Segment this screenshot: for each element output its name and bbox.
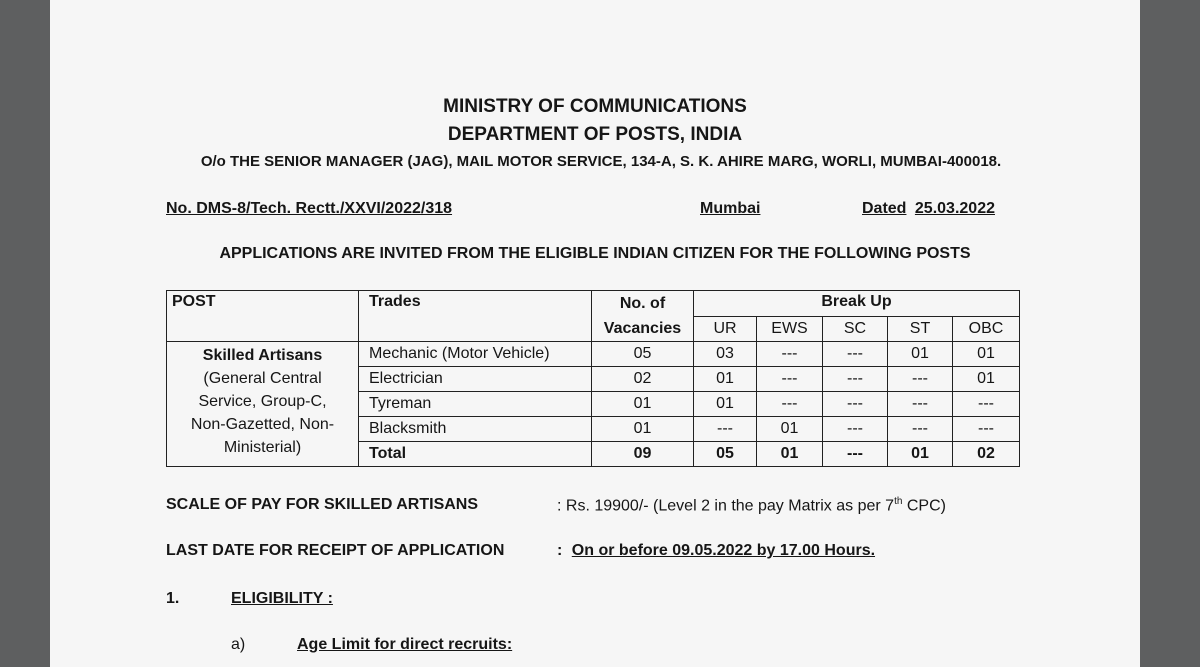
ur-cell: 01 bbox=[694, 367, 757, 392]
header-obc: OBC bbox=[953, 316, 1020, 342]
reference-date-line bbox=[862, 200, 995, 218]
ews-cell: --- bbox=[757, 392, 823, 417]
vacancy-table bbox=[166, 290, 1020, 467]
trade-cell: Electrician bbox=[359, 367, 592, 392]
header-sc: SC bbox=[823, 316, 888, 342]
total-vacancies: 09 bbox=[592, 442, 694, 467]
office-address: O/o THE SENIOR MANAGER (JAG), MAIL MOTOR SERVICE, 134-A, S. K. AHIRE MARG, WORLI, MUMBAI-400018. bbox=[200, 153, 1002, 170]
st-cell: --- bbox=[888, 417, 953, 442]
total-sc: --- bbox=[823, 442, 888, 467]
header-vacancies-line1: No. of bbox=[619, 295, 666, 312]
sc-cell: --- bbox=[823, 342, 888, 367]
trade-cell: Blacksmith bbox=[359, 417, 592, 442]
sc-cell: --- bbox=[823, 392, 888, 417]
pay-scale-label: SCALE OF PAY FOR SKILLED ARTISANS bbox=[166, 496, 479, 513]
table-row bbox=[167, 342, 1020, 367]
pay-value-suffix: CPC) bbox=[902, 497, 946, 515]
header-st: ST bbox=[888, 316, 953, 342]
last-date-value: On or before 09.05.2022 by 17.00 Hours. bbox=[571, 542, 876, 559]
post-line-2: (General Central bbox=[203, 370, 322, 387]
total-st: 01 bbox=[888, 442, 953, 467]
vacancies-cell: 02 bbox=[592, 367, 694, 392]
section-1-number: 1. bbox=[166, 590, 180, 607]
post-line-3: Service, Group-C, bbox=[198, 393, 327, 410]
header-vacancies-line2: Vacancies bbox=[603, 320, 682, 337]
ministry-title: MINISTRY OF COMMUNICATIONS bbox=[443, 96, 747, 117]
sc-cell: --- bbox=[823, 417, 888, 442]
header-ews: EWS bbox=[757, 316, 823, 342]
total-ews: 01 bbox=[757, 442, 823, 467]
subsection-a-title: Age Limit for direct recruits: bbox=[297, 636, 513, 653]
table-header-row bbox=[167, 291, 1020, 317]
st-cell: --- bbox=[888, 367, 953, 392]
obc-cell: --- bbox=[953, 392, 1020, 417]
pay-value-sup: th bbox=[894, 496, 903, 507]
total-obc: 02 bbox=[953, 442, 1020, 467]
ews-cell: 01 bbox=[757, 417, 823, 442]
st-cell: --- bbox=[888, 392, 953, 417]
post-line-1: Skilled Artisans bbox=[202, 347, 323, 364]
subsection-a-label: a) bbox=[231, 636, 246, 653]
total-label: Total bbox=[359, 442, 592, 467]
trade-cell: Mechanic (Motor Vehicle) bbox=[359, 342, 592, 367]
trade-cell: Tyreman bbox=[359, 392, 592, 417]
post-line-5: Ministerial) bbox=[223, 439, 302, 456]
last-date-colon: : bbox=[557, 542, 563, 559]
ur-cell: --- bbox=[694, 417, 757, 442]
ews-cell: --- bbox=[757, 342, 823, 367]
sc-cell: --- bbox=[823, 367, 888, 392]
viewer-left-margin bbox=[0, 0, 50, 667]
ur-cell: 03 bbox=[694, 342, 757, 367]
invitation-heading: APPLICATIONS ARE INVITED FROM THE ELIGIBLE INDIAN CITIZEN FOR THE FOLLOWING POSTS bbox=[219, 245, 971, 262]
header-trades: Trades bbox=[359, 291, 592, 342]
vacancies-cell: 01 bbox=[592, 392, 694, 417]
last-date-label: LAST DATE FOR RECEIPT OF APPLICATION bbox=[166, 542, 505, 559]
document-page bbox=[50, 0, 1140, 667]
obc-cell: 01 bbox=[953, 367, 1020, 392]
pay-value-prefix: : Rs. 19900/- (Level 2 in the pay Matrix as per 7 bbox=[557, 497, 895, 515]
pay-scale-value bbox=[557, 496, 946, 515]
dated-label: Dated bbox=[862, 200, 907, 217]
post-description bbox=[167, 342, 359, 467]
section-1-title: ELIGIBILITY : bbox=[231, 590, 333, 607]
header-ur: UR bbox=[694, 316, 757, 342]
ur-cell: 01 bbox=[694, 392, 757, 417]
header-post: POST bbox=[167, 291, 359, 342]
post-line-4: Non-Gazetted, Non- bbox=[190, 416, 335, 433]
viewer-right-margin bbox=[1140, 0, 1200, 667]
total-ur: 05 bbox=[694, 442, 757, 467]
header-vacancies bbox=[592, 291, 694, 342]
ews-cell: --- bbox=[757, 367, 823, 392]
vacancies-cell: 01 bbox=[592, 417, 694, 442]
department-title: DEPARTMENT OF POSTS, INDIA bbox=[447, 124, 743, 145]
st-cell: 01 bbox=[888, 342, 953, 367]
obc-cell: 01 bbox=[953, 342, 1020, 367]
reference-place: Mumbai bbox=[700, 200, 761, 217]
reference-number: No. DMS-8/Tech. Rectt./XXVI/2022/318 bbox=[166, 200, 453, 217]
reference-date: 25.03.2022 bbox=[914, 200, 995, 217]
vacancies-cell: 05 bbox=[592, 342, 694, 367]
last-date-value-line bbox=[557, 542, 875, 560]
header-breakup: Break Up bbox=[694, 291, 1020, 317]
obc-cell: --- bbox=[953, 417, 1020, 442]
